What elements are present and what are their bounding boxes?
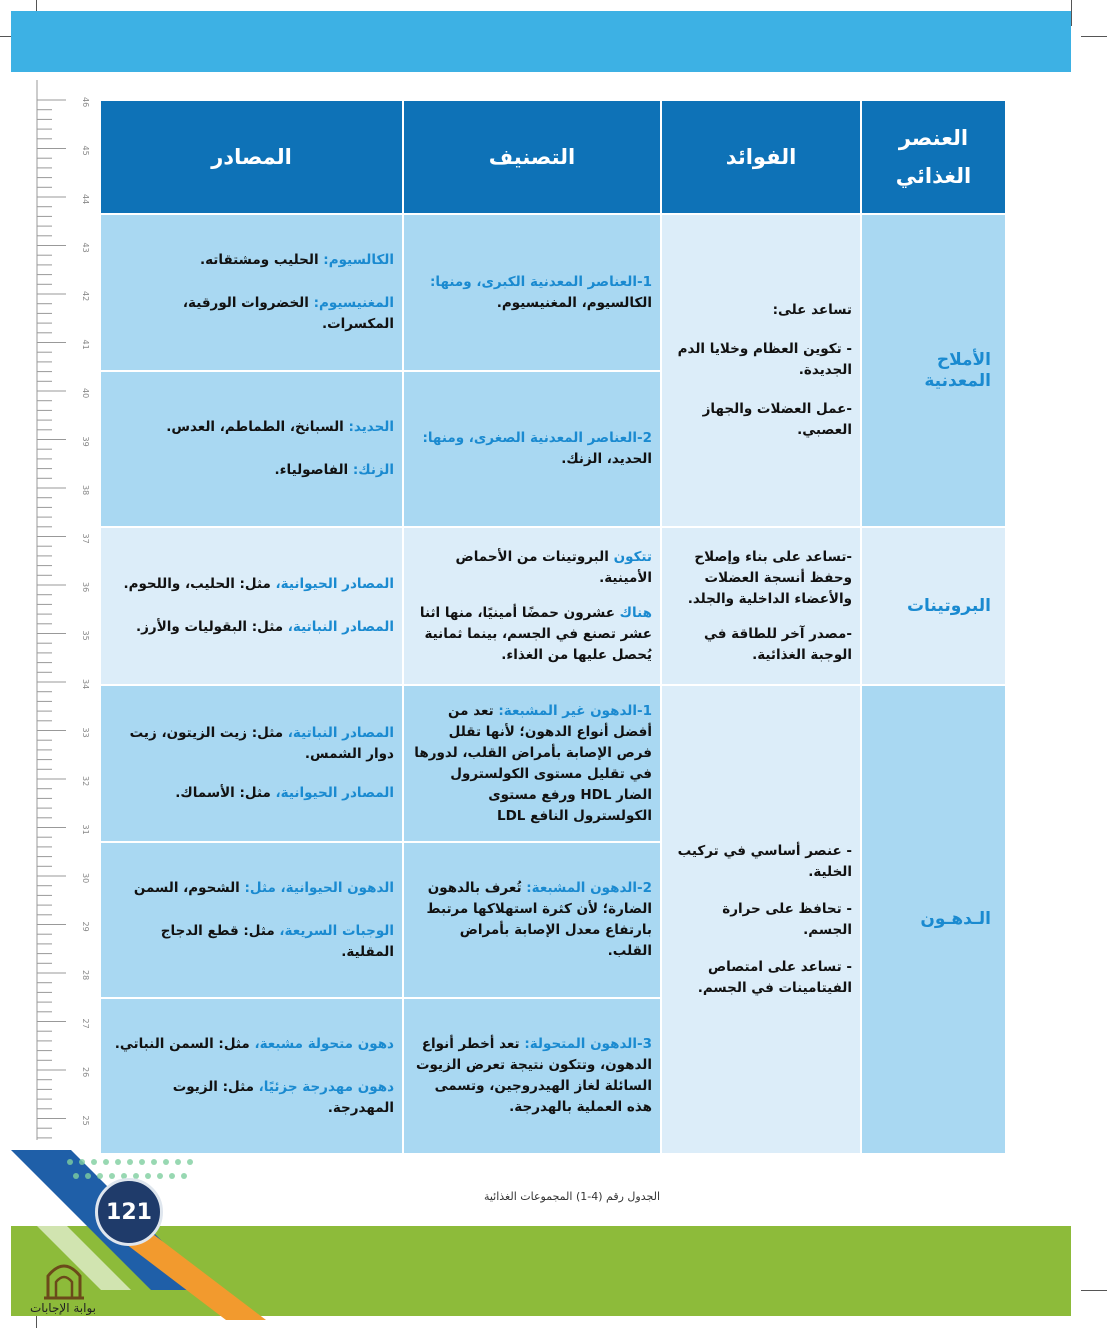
benefit-text: - تحافظ على حرارة الجسم.: [722, 900, 852, 938]
ruler-label: 36: [81, 582, 90, 593]
source-text: مثل: البقوليات والأرز.: [136, 619, 284, 635]
source-text: الشحوم، السمن: [133, 879, 240, 896]
benefit-text: تساعد على:: [772, 302, 852, 318]
benefit-text: - تساعد على امتصاص الفيتامينات في الجسم.: [697, 958, 852, 996]
source-text: مثل: الزيوت المهدرجة.: [172, 1078, 394, 1116]
mosque-logo-icon: [42, 1254, 86, 1300]
class-unsaturated: [403, 685, 661, 842]
class-label: 1-الدهون غير المشبعة:: [498, 702, 652, 719]
class-label: 3-الدهون المتحولة:: [524, 1036, 652, 1052]
element-minerals: الأملاح المعدنية: [861, 214, 1006, 527]
source-label: المصادر الحيوانية،: [275, 576, 394, 592]
benefit-text: - تكوين العظام وخلايا الدم الجديدة.: [677, 341, 852, 378]
source-label: المغنيسيوم:: [313, 295, 394, 311]
source-text: الخضروات الورقية، المكسرات.: [182, 295, 394, 332]
sources-minor-minerals: [100, 371, 403, 527]
source-label: الزنك:: [352, 462, 394, 478]
sources-unsaturated: [100, 685, 403, 842]
source-label: الحديد:: [348, 419, 394, 435]
benefit-text: - عنصر أساسي في تركيب الخلية.: [677, 842, 852, 880]
crop-mark: [1071, 0, 1072, 26]
ruler-label: 34: [81, 679, 90, 690]
benefits-proteins: [661, 527, 861, 685]
class-proteins: [403, 527, 661, 685]
class-trans: [403, 998, 661, 1154]
class-label: تتكون: [613, 548, 652, 565]
ruler-label: 38: [81, 485, 90, 496]
element-fats: الـدهـون: [861, 685, 1006, 1154]
source-label: المصادر النباتية،: [287, 725, 394, 741]
source-text: الفاصولياء.: [274, 462, 349, 478]
ruler-label: 26: [81, 1067, 90, 1078]
ruler-label: 46: [81, 97, 90, 108]
food-groups-table: [100, 100, 1006, 1154]
table-caption: الجدول رقم (4-1) المجموعات الغذائية: [483, 1190, 660, 1203]
class-major-minerals: [403, 214, 661, 371]
page-number-badge: 121: [95, 1178, 163, 1246]
source-text: السبانخ، الطماطم، العدس.: [166, 419, 344, 435]
sources-trans: [100, 998, 403, 1154]
ruler-label: 45: [81, 145, 90, 156]
ruler-label: 44: [81, 194, 90, 205]
sources-saturated: [100, 842, 403, 998]
ruler-strip: [36, 80, 96, 1140]
benefits-fats: [661, 685, 861, 1154]
top-banner: [11, 11, 1071, 72]
header-sources: المصادر: [100, 100, 403, 214]
class-minor-minerals: [403, 371, 661, 527]
class-text: البروتينات من الأحماض الأمينية.: [455, 548, 652, 586]
ruler-label: 32: [81, 776, 90, 787]
benefit-text: -تساعد على بناء وإصلاح وحفظ أنسجة العضلات والأعضاء الداخلية والجلد.: [687, 548, 852, 607]
class-text: الحديد، الزنك.: [561, 451, 652, 467]
source-text: مثل: السمن النباتي.: [114, 1035, 250, 1052]
source-text: مثل: الأسماك.: [175, 785, 271, 801]
site-name: بوابة الإجابات: [30, 1301, 97, 1315]
ruler-label: 29: [81, 921, 90, 932]
ruler-label: 27: [81, 1018, 90, 1029]
class-label: 2-العناصر المعدنية الصغرى، ومنها:: [422, 430, 652, 446]
source-text: مثل: قطع الدجاج المقلية.: [160, 922, 394, 960]
source-text: مثل: زيت الزيتون، زيت دوار الشمس.: [129, 725, 394, 762]
header-element: العنصر الغذائي: [861, 100, 1006, 214]
ruler-label: 30: [81, 873, 90, 884]
sources-major-minerals: [100, 214, 403, 371]
source-label: الكالسيوم:: [323, 252, 394, 268]
ruler-label: 40: [81, 388, 90, 399]
class-text: تُعرف بالدهون الضارة؛ لأن كثرة استهلاكها مرتبط بارتفاع معدل الإصابة بأمراض القلب.: [426, 880, 652, 959]
header-classification: التصنيف: [403, 100, 661, 214]
class-text: تعد أخطر أنواع الدهون، وتتكون نتيجة تعرض الزيوت السائلة لغاز الهيدروجين، وتسمى هذه العملية بالهدرجة.: [415, 1036, 652, 1115]
ruler-label: 39: [81, 436, 90, 447]
benefit-text: -مصدر آخر للطاقة في الوجبة الغذائية.: [703, 625, 852, 663]
benefit-text: -عمل العضلات والجهاز العصبي.: [702, 401, 852, 438]
source-text: الحليب ومشتقاته.: [199, 252, 319, 268]
ruler-label: 28: [81, 970, 90, 981]
class-label: 1-العناصر المعدنية الكبرى، ومنها:: [430, 273, 652, 290]
source-label: المصادر الحيوانية،: [275, 785, 394, 801]
source-label: الوجبات السريعة،: [279, 922, 394, 939]
source-label: دهون مهدرجة جزئيًا،: [258, 1078, 394, 1095]
source-label: المصادر النباتية،: [287, 619, 394, 635]
benefits-minerals: [661, 214, 861, 527]
class-saturated: [403, 842, 661, 998]
source-label: دهون متحولة مشبعة،: [254, 1035, 394, 1052]
ruler-label: 35: [81, 630, 90, 641]
ruler-label: 41: [81, 339, 90, 350]
ruler-label: 43: [81, 242, 90, 253]
ruler-label: 33: [81, 727, 90, 738]
ruler-label: 31: [81, 824, 90, 835]
ruler-label: 42: [81, 291, 90, 302]
source-text: مثل: الحليب، واللحوم.: [123, 576, 271, 592]
class-text: تعد من أفضل أنواع الدهون؛ لأنها تقلل فرص الإصابة بأمراض القلب، لدورها في تقليل مستوى الكولسترول الضار HDL ورفع مستوى الكولسترول النافع LDL: [414, 702, 652, 824]
class-label: هناك: [619, 604, 652, 621]
crop-mark: [1081, 36, 1107, 37]
source-label: الدهون الحيوانية، مثل:: [244, 879, 394, 896]
class-text: الكالسيوم، المغنيسيوم.: [496, 294, 652, 311]
sources-proteins: [100, 527, 403, 685]
crop-mark: [1081, 1290, 1107, 1291]
header-benefits: الفوائد: [661, 100, 861, 214]
ruler-label: 37: [81, 533, 90, 544]
class-text: عشرون حمضًا أمينيًا، منها اثنا عشر تصنع في الجسم، بينما ثمانية يُحصل عليها من الغذاء.: [419, 604, 652, 663]
ruler-label: 25: [81, 1115, 90, 1126]
element-proteins: البروتينات: [861, 527, 1006, 685]
class-label: 2-الدهون المشبعة:: [526, 880, 652, 896]
